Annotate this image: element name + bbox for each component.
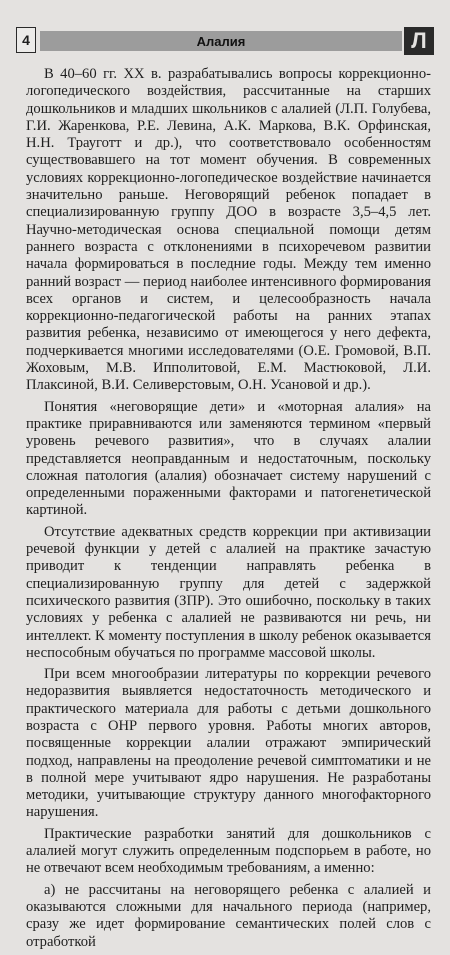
paragraph: Понятия «неговорящие дети» и «моторная алалия» на практике приравниваются или заменяются термином «первый уровень речевого развития», что в случаях алалии представляется неоправданным и недостаточным, поскольку сложная патология (алалия) обозначает систему нарушений с определенными пораженными факторами и патогенетической картиной. <box>26 398 431 519</box>
paragraph: В 40–60 гг. XX в. разрабатывались вопросы коррекционно-логопедического воздействия, рассчитанные на старших дошкольников и младших школьников с алалией (Л.П. Голубева, Г.И. Жаренкова, Р.Е. Левина, А.К. Маркова, В.К. Орфинская, Н.Н. Трауготт и др.), что соответствовало особенностям существовавшего на тот момент обучения. В современных условиях коррекционно-логопедическое воздействие начинается значительно раньше. Неговорящий ребенок попадает в специализированную группу ДОО в возрасте 3,5–4,5 лет. Научно-методическая основа специальной помощи детям раннего возраста с отклонениями в психоречевом развитии начала формироваться в последние годы. Между тем именно ранний возраст — период наиболее интенсивного формирования всех органов и систем, и целесообразность начала коррекционно-педагогической работы на ранних этапах развития ребенка, независимо от имеющегося у него дефекта, подчеркивается многими исследователями (О.Е. Громовой, В.П. Жоховым, М.В. Ипполитовой, Е.М. Мастюковой, Л.И. Плаксиной, В.И. Селиверстовым, О.Н. Усановой и др.). <box>26 66 432 394</box>
page-number: 4 <box>16 27 36 53</box>
body-text <box>26 66 431 955</box>
paragraph: Практические разработки занятий для дошкольников с алалией могут служить определенным подспорьем в работе, но не отвечают всем необходимым требованиям, а именно: <box>26 825 431 877</box>
paragraph: Отсутствие адекватных средств коррекции при активизации речевой функции у детей с алалией на практике зачастую приводит к тенденции направлять ребенка в специализированную группу для детей с задержкой психического развития (ЗПР). Это ошибочно, поскольку в таких условиях у ребенка с алалией не развиваются ни речь, ни интеллект. К моменту поступления в школу ребенок оказывается неспособным обучаться по программе массовой школы. <box>26 523 431 661</box>
list-item: а) не рассчитаны на неговорящего ребенка с алалией и оказываются сложными для начального периода (например, сразу же идет формирование семантических полей слов с отработкой <box>26 881 431 950</box>
paragraph: При всем многообразии литературы по коррекции речевого недоразвития выявляется недостаточность методического и практического материала для работы с детьми дошкольного возраста с ОНР первого уровня. Работы многих авторов, посвященные коррекции алалии отражают эмпирический подход, направлены на преодоление речевой симптоматики и не в полной мере учитывают ядро нарушения. Не разработаны методики, учитывающие структуру данного многофакторного нарушения. <box>26 666 431 821</box>
section-letter-tab: Л <box>404 27 434 55</box>
running-title: Алалия <box>40 31 402 51</box>
page-header <box>16 27 434 53</box>
